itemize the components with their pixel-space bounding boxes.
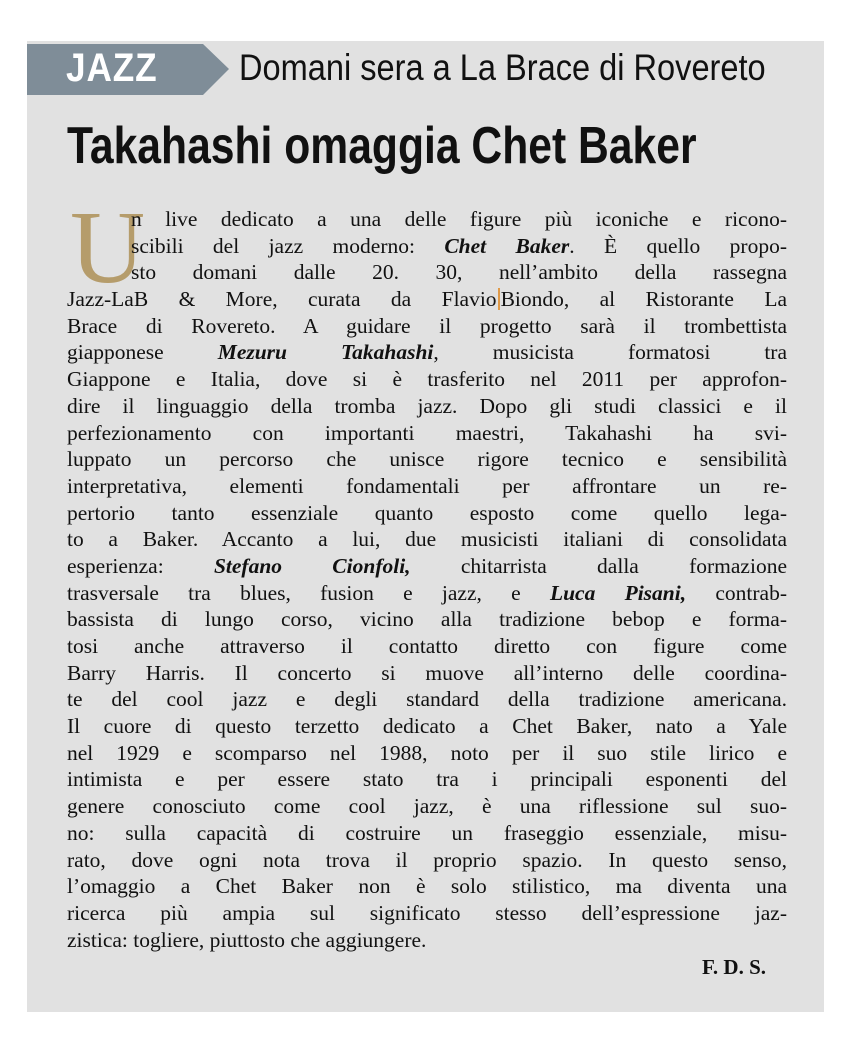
body-text: Brace di Rovereto. A guidare il progetto sarà il trombettista — [67, 313, 787, 338]
body-text: contrab- — [686, 580, 787, 605]
body-line — [67, 847, 787, 874]
body-line — [67, 420, 787, 447]
body-line — [67, 339, 787, 366]
body-line — [67, 766, 787, 793]
body-text: rato, dove ogni nota trova il proprio spazio. In questo senso, — [67, 847, 787, 872]
body-line — [67, 526, 787, 553]
section-tag-label: JAZZ — [66, 46, 158, 90]
drop-cap: U — [70, 190, 146, 305]
body-text: no: sulla capacità di costruire un fraseggio essenziale, misu- — [67, 820, 787, 845]
body-text: te del cool jazz e degli standard della tradizione americana. — [67, 687, 787, 712]
body-text: tosi anche attraverso il contatto diretto con figure come — [67, 634, 787, 658]
body-text: trasversale tra blues, fusion e jazz, e — [67, 580, 550, 605]
body-text: Giappone e Italia, dove si è trasferito nel 2011 per approfon- — [67, 367, 787, 392]
body-line — [67, 580, 787, 607]
body-text: luppato un percorso che unisce rigore tecnico e sensibilità — [67, 447, 787, 472]
body-text: giapponese — [67, 340, 218, 365]
body-line — [67, 500, 787, 527]
body-text: genere conosciuto come cool jazz, è una riflessione sul suo- — [67, 794, 787, 819]
body-text: to a Baker. Accanto a lui, due musicisti italiani di consolidata — [67, 527, 787, 552]
body-line — [67, 313, 787, 340]
header-row — [27, 44, 824, 95]
body-line — [67, 233, 787, 260]
body-line — [67, 366, 787, 393]
body-line — [67, 793, 787, 820]
body-text: interpretativa, elementi fondamentali per affrontare un re- — [67, 473, 787, 498]
body-line — [67, 286, 787, 313]
article-body — [67, 206, 787, 953]
body-text: esperienza: — [67, 553, 214, 578]
body-text: chitarrista dalla formazione — [410, 553, 787, 578]
body-text: , musicista formatosi tra — [433, 340, 787, 365]
body-line — [67, 553, 787, 580]
body-text: Biondo, al Ristorante La — [500, 287, 787, 312]
body-line — [67, 633, 787, 660]
body-text: Il cuore di questo terzetto dedicato a Chet Baker, nato a Yale — [67, 714, 787, 739]
body-text: zistica: togliere, piuttosto che aggiungere. — [67, 927, 427, 952]
body-line — [67, 446, 787, 473]
body-text: n live dedicato a una delle figure più iconiche e ricono- — [131, 207, 787, 231]
body-text: bassista di lungo corso, vicino alla tradizione bebop e forma- — [67, 607, 787, 632]
body-line — [67, 686, 787, 713]
body-text: pertorio tanto essenziale quanto esposto come quello lega- — [67, 500, 787, 525]
body-text: sto domani dalle 20. 30, nell’ambito della rassegna — [131, 260, 787, 285]
body-line — [67, 660, 787, 687]
body-line — [67, 206, 787, 233]
body-line — [67, 713, 787, 740]
body-text: . È quello propo- — [569, 233, 787, 258]
name-highlight: Stefano Cionfoli, — [213, 553, 411, 578]
body-line — [67, 393, 787, 420]
kicker: Domani sera a La Brace di Rovereto — [239, 47, 766, 88]
body-line — [67, 606, 787, 633]
headline: Takahashi omaggia Chet Baker — [67, 117, 697, 175]
body-text: scibili del jazz moderno: — [131, 233, 445, 258]
body-text: l’omaggio a Chet Baker non è solo stilistico, ma diventa una — [67, 874, 787, 899]
name-highlight: Chet Baker — [444, 233, 570, 258]
body-text: ricerca più ampia sul significato stesso dell’espressione jaz- — [67, 900, 787, 925]
name-highlight: Luca Pisani, — [549, 580, 687, 605]
body-line — [67, 473, 787, 500]
body-text: dire il linguaggio della tromba jazz. Dopo gli studi classici e il — [67, 393, 787, 418]
author-signature: F. D. S. — [702, 955, 766, 979]
body-text: perfezionamento con importanti maestri, Takahashi ha svi- — [67, 420, 787, 445]
body-line — [67, 927, 787, 954]
body-text: intimista e per essere stato tra i principali esponenti del — [67, 767, 787, 792]
body-line — [67, 820, 787, 847]
body-line — [67, 259, 787, 286]
body-text: Jazz-LaB & More, curata da Flavio — [67, 287, 497, 312]
name-highlight: Mezuru Takahashi — [217, 340, 434, 365]
body-line — [67, 900, 787, 927]
body-text: Barry Harris. Il concerto si muove all’interno delle coordina- — [67, 660, 787, 685]
body-line — [67, 873, 787, 900]
text-cursor — [498, 288, 500, 310]
body-text: nel 1929 e scomparso nel 1988, noto per il suo stile lirico e — [67, 740, 787, 765]
body-line — [67, 740, 787, 767]
